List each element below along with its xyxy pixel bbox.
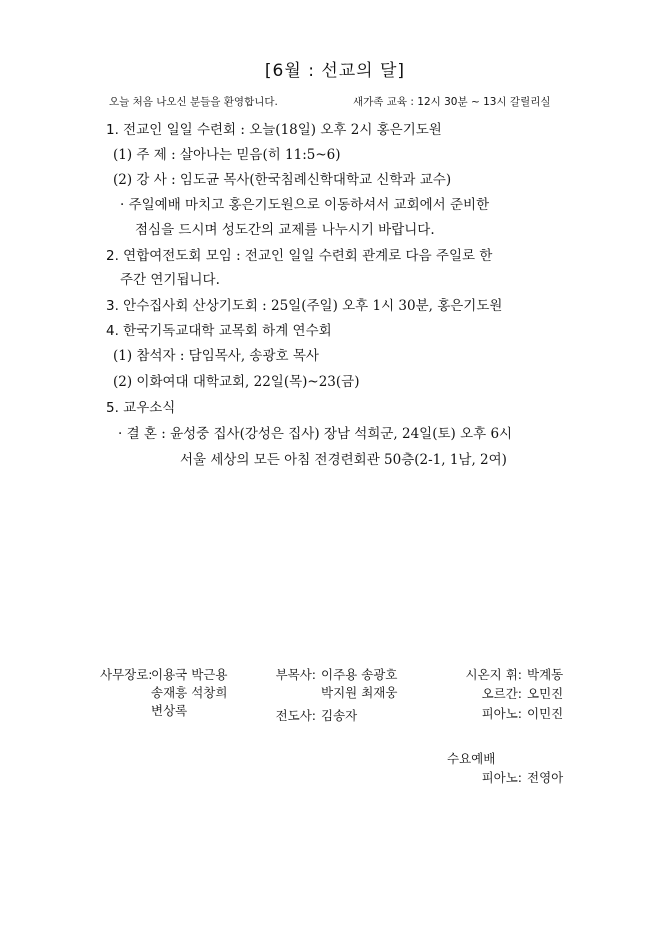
wednesday-service-label: 수요예배 — [447, 751, 496, 766]
assistant-pastor-names-1: 이주용 송광호 — [321, 667, 398, 682]
notice-4-heading: 4. 한국기독교대학 교목회 하계 연수회 — [106, 323, 332, 339]
notice-1-heading: 1. 전교인 일일 수련회 — [106, 122, 237, 138]
notice-5-wedding: · 결 혼 : 윤성중 집사(강성은 집사) 장남 석희군, 24일(토) 오후 6시 — [118, 426, 513, 442]
assistant-pastor-names-2: 박지원 최재웅 — [321, 685, 398, 700]
pianist-label: 피아노: — [481, 706, 522, 721]
newcomer-education: 새가족 교육 : 12시 30분 ~ 13시 갈릴리실 — [353, 96, 551, 108]
organist-name: 오민진 — [527, 686, 564, 701]
evangelist-name: 김송자 — [321, 708, 358, 723]
conductor-name: 박계동 — [527, 667, 564, 682]
notice-3-heading: 3. 안수집사회 산상기도회 — [106, 298, 258, 314]
conductor-label: 시온지 휘: — [465, 667, 522, 682]
usher-label: 사무장로: — [100, 667, 153, 682]
notice-item-1 — [106, 120, 442, 140]
notice-3-text: : 25일(주일) 오후 1시 30분, 홍은기도원 — [257, 298, 503, 314]
evangelist-label: 전도사: — [275, 708, 316, 723]
usher-names-1: 이용국 박근용 — [151, 667, 228, 682]
notice-4-venue: (2) 이화여대 대학교회, 22일(목)~23(금) — [113, 374, 360, 390]
wednesday-pianist-label: 피아노: — [481, 770, 522, 785]
pianist-name: 이민진 — [527, 706, 564, 721]
notice-item-5 — [106, 398, 175, 418]
notice-5-wedding-venue: 서울 세상의 모든 아침 전경련회관 50층(2-1, 1남, 2여) — [180, 452, 507, 468]
usher-names-3: 변상록 — [151, 703, 188, 718]
assistant-pastor-label: 부목사: — [275, 667, 316, 682]
welcome-text: 오늘 처음 나오신 분들을 환영합니다. — [109, 96, 278, 108]
notice-1-detail-cont: 점심을 드시며 성도간의 교제를 나누시기 바랍니다. — [135, 222, 435, 238]
notice-2-heading: 2. 연합여전도회 모임 — [106, 248, 232, 264]
wednesday-pianist-name: 전영아 — [527, 770, 564, 785]
usher-names-2: 송재흥 석창희 — [151, 685, 228, 700]
notice-1-speaker: (2) 강 사 : 임도균 목사(한국침례신학대학교 신학과 교수) — [113, 172, 452, 188]
notice-4-attendees: (1) 참석자 : 담임목사, 송광호 목사 — [113, 348, 319, 364]
notice-1-theme: (1) 주 제 : 살아나는 믿음(히 11:5~6) — [113, 147, 341, 163]
notice-1-detail: · 주일예배 마치고 홍은기도원으로 이동하셔서 교회에서 준비한 — [120, 197, 490, 213]
notice-2-text: : 전교인 일일 수련회 관계로 다음 주일로 한 — [231, 248, 493, 264]
notice-1-text: : 오늘(18일) 오후 2시 홍은기도원 — [236, 122, 442, 138]
organist-label: 오르간: — [481, 686, 522, 701]
page-title: [6월 : 선교의 달] — [264, 61, 406, 81]
notice-item-2 — [106, 246, 492, 266]
notice-2-cont: 주간 연기됩니다. — [120, 272, 220, 288]
notice-5-heading: 5. 교우소식 — [106, 400, 176, 416]
notice-item-3 — [106, 296, 502, 316]
notice-item-4 — [106, 321, 332, 341]
